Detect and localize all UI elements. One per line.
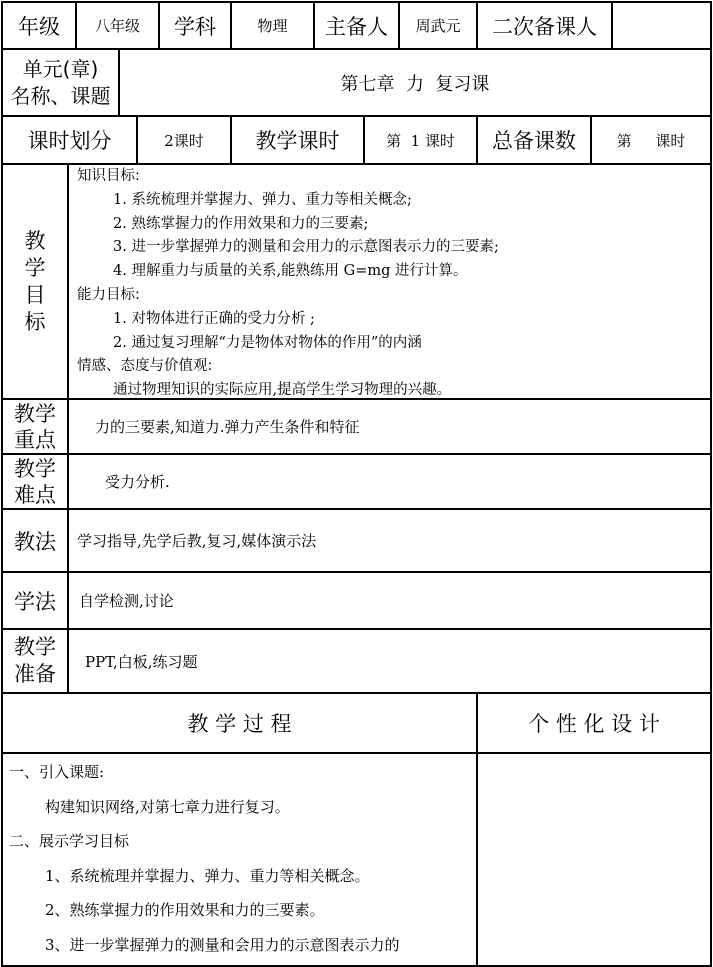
knowledge-item: 1. 系统梳理并掌握力、弹力、重力等相关概念; bbox=[113, 191, 412, 208]
key-points-label-line2: 重点 bbox=[14, 427, 56, 452]
process-header: 教 学 过 程 bbox=[187, 712, 292, 736]
preparation-label-line1: 教学 bbox=[14, 635, 56, 659]
difficulty-label bbox=[3, 455, 67, 508]
unit-label-line1: 单元(章) bbox=[22, 56, 99, 81]
teaching-method-value: 学习指导,先学后教,复习,媒体演示法 bbox=[77, 532, 317, 550]
process-line: 二、展示学习目标 bbox=[9, 832, 130, 851]
subject-label: 学科 bbox=[174, 14, 216, 39]
process-line: 一、引入课题: bbox=[9, 763, 105, 781]
teaching-hours-label: 教学课时 bbox=[255, 129, 340, 153]
design-notes-area[interactable] bbox=[478, 754, 710, 965]
lead-teacher-value: 周武元 bbox=[415, 17, 461, 35]
hours-label: 课时划分 bbox=[27, 129, 112, 153]
study-method-label: 学法 bbox=[14, 589, 56, 614]
emotion-heading: 情感、态度与价值观: bbox=[77, 358, 213, 375]
knowledge-item: 3. 进一步掌握弹力的测量和会用力的示意图表示力的三要素; bbox=[113, 239, 499, 256]
total-hours-label: 总备课数 bbox=[492, 129, 576, 153]
subject-value: 物理 bbox=[257, 17, 288, 35]
hours-value: 2课时 bbox=[164, 131, 204, 150]
design-header: 个 性 化 设 计 bbox=[528, 712, 660, 736]
key-points-label-line1: 教学 bbox=[14, 401, 56, 426]
knowledge-item: 4. 理解重力与质量的关系,能熟练用 G=mg 进行计算。 bbox=[113, 263, 468, 280]
study-method-value: 自学检测,讨论 bbox=[79, 592, 174, 610]
teaching-hours-value: 第 1 课时 bbox=[386, 131, 455, 150]
difficulty-label-line1: 教学 bbox=[14, 456, 56, 481]
grade-label: 年级 bbox=[18, 14, 60, 39]
ability-list bbox=[77, 308, 707, 356]
difficulty-value: 受力分析. bbox=[105, 473, 170, 491]
second-teacher-label: 二次备课人 bbox=[492, 14, 597, 39]
knowledge-list bbox=[77, 189, 707, 284]
objectives-label-text: 教学目标 bbox=[24, 228, 46, 334]
lead-teacher-label: 主备人 bbox=[325, 14, 388, 39]
key-points-value: 力的三要素,知道力.弹力产生条件和特征 bbox=[95, 418, 360, 436]
emotion-item: 通过物理知识的实际应用,提高学生学习物理的兴趣。 bbox=[113, 382, 452, 399]
unit-label-line2: 名称、课题 bbox=[10, 83, 111, 108]
preparation-label-line2: 准备 bbox=[14, 662, 56, 686]
teaching-method-label: 教法 bbox=[14, 529, 56, 554]
unit-title: 第七章 力 复习课 bbox=[340, 73, 490, 95]
ability-item: 2. 通过复习理解“力是物体对物体的作用”的内涵 bbox=[113, 334, 422, 351]
ability-item: 1. 对物体进行正确的受力分析 ; bbox=[113, 310, 315, 327]
key-points-label bbox=[3, 400, 67, 453]
unit-label bbox=[3, 50, 118, 115]
knowledge-heading: 知识目标: bbox=[77, 168, 140, 184]
grade-value: 八年级 bbox=[94, 17, 140, 35]
process-line: 2、熟练掌握力的作用效果和力的三要素。 bbox=[45, 901, 325, 920]
process-line: 构建知识网络,对第七章力进行复习。 bbox=[45, 797, 290, 816]
process-line: 3、进一步掌握弹力的测量和会用力的示意图表示力的 bbox=[45, 935, 400, 954]
process-content bbox=[9, 755, 474, 965]
second-teacher-value bbox=[613, 3, 710, 48]
objectives-label bbox=[3, 165, 67, 398]
knowledge-item: 2. 熟练掌握力的作用效果和力的三要素; bbox=[113, 215, 369, 232]
objectives-content bbox=[77, 165, 707, 398]
total-hours-value: 第 课时 bbox=[616, 131, 686, 150]
ability-heading: 能力目标: bbox=[77, 286, 140, 303]
difficulty-label-line2: 难点 bbox=[14, 482, 56, 507]
preparation-label bbox=[3, 630, 67, 692]
preparation-value: PPT,白板,练习题 bbox=[85, 652, 198, 671]
process-line: 1、系统梳理并掌握力、弹力、重力等相关概念。 bbox=[45, 866, 370, 885]
